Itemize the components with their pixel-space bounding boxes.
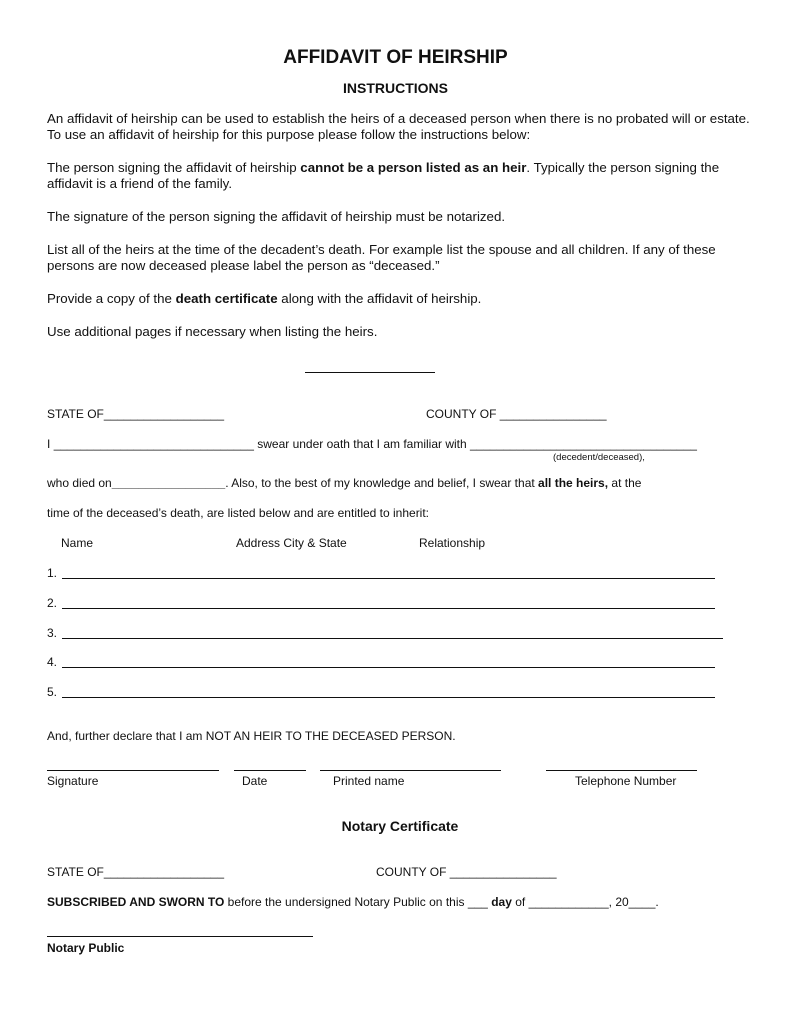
document-title: AFFIDAVIT OF HEIRSHIP [283, 47, 508, 68]
date-label: Date [242, 774, 268, 788]
date-line[interactable] [234, 770, 306, 771]
instruction-text: along with the affidavit of heirship. [277, 291, 482, 306]
notary-county-label: COUNTY OF [376, 865, 450, 879]
instruction-paragraph-5 [47, 291, 757, 307]
state-blank[interactable]: __________________ [103, 407, 225, 421]
section-divider [305, 372, 435, 373]
notary-state-field[interactable] [47, 865, 224, 879]
instruction-paragraph-2 [47, 160, 757, 192]
county-field[interactable] [426, 407, 607, 421]
county-label: COUNTY OF [426, 407, 500, 421]
heir-line-4[interactable] [62, 667, 715, 668]
heir-number-1: 1. [47, 566, 58, 580]
signature-label: Signature [47, 774, 99, 788]
heir-line-5[interactable] [62, 697, 715, 698]
county-blank[interactable]: ________________ [499, 407, 607, 421]
died-text-end: at the [608, 476, 642, 490]
printed-name-line[interactable] [320, 770, 501, 771]
heir-number-5: 5. [47, 685, 58, 699]
printed-name-label: Printed name [333, 774, 405, 788]
instruction-paragraph-6: Use additional pages if necessary when listing the heirs. [47, 324, 378, 339]
death-date-blank[interactable]: _________________ [111, 476, 226, 490]
instruction-paragraph-1: An affidavit of heirship can be used to establish the heirs of a deceased person when there is no probated will or estate. To use an affidavit of heirship for this purpose please follow the instructions below: [47, 111, 750, 142]
instruction-emphasis: cannot be a person listed as an heir [300, 160, 527, 175]
column-name: Name [61, 536, 94, 550]
notary-state-label: STATE OF [47, 865, 104, 879]
year-prefix: , 20 [608, 895, 629, 909]
notary-county-blank[interactable]: ________________ [449, 865, 557, 879]
column-relationship: Relationship [419, 536, 486, 550]
instruction-text: Provide a copy of the [47, 291, 176, 306]
heir-line-1[interactable] [62, 578, 715, 579]
year-blank[interactable]: ____ [628, 895, 656, 909]
sworn-statement [47, 895, 659, 909]
heir-line-3[interactable] [62, 638, 723, 639]
period: . [655, 895, 659, 909]
signature-line[interactable] [47, 770, 219, 771]
heir-number-3: 3. [47, 626, 58, 640]
decedent-note: (decedent/deceased), [553, 452, 645, 463]
notary-public-label: Notary Public [47, 941, 125, 955]
death-date-line [47, 476, 641, 490]
died-label: who died on [47, 476, 112, 490]
sworn-text: before the undersigned Notary Public on this [224, 895, 468, 909]
swear-text: swear under oath that I am familiar with [253, 437, 470, 451]
state-field[interactable] [47, 407, 224, 421]
instruction-paragraph-3: The signature of the person signing the affidavit of heirship must be notarized. [47, 209, 506, 224]
heir-number-2: 2. [47, 596, 58, 610]
notary-certificate-title: Notary Certificate [341, 818, 459, 834]
non-heir-declaration: And, further declare that I am NOT AN HEIR TO THE DECEASED PERSON. [47, 729, 456, 743]
oath-line [47, 437, 697, 451]
notary-county-field[interactable] [376, 865, 557, 879]
i-label: I [47, 437, 51, 451]
telephone-label: Telephone Number [575, 774, 677, 788]
instructions-heading: INSTRUCTIONS [343, 80, 448, 96]
month-blank[interactable]: ____________ [528, 895, 609, 909]
heirs-emphasis: all the heirs, [538, 476, 609, 490]
column-address: Address City & State [236, 536, 347, 550]
affiant-name-blank[interactable]: ______________________________ [53, 437, 254, 451]
instruction-text: . Typically the person signing the affidavit is a friend of the family. [47, 160, 720, 191]
day-label: day [487, 895, 512, 909]
day-blank[interactable]: ___ [467, 895, 488, 909]
instruction-text: The person signing the affidavit of heirship [47, 160, 301, 175]
state-label: STATE OF [47, 407, 104, 421]
decedent-name-blank[interactable]: __________________________________ [470, 437, 697, 451]
died-text: . Also, to the best of my knowledge and belief, I swear that [225, 476, 539, 490]
instruction-emphasis: death certificate [175, 291, 278, 306]
instruction-paragraph-4: List all of the heirs at the time of the decadent’s death. For example list the spouse and all children. If any of these persons are now deceased please label the person as “deceased.” [47, 242, 716, 273]
notary-signature-line[interactable] [47, 936, 313, 937]
of-text: of [511, 895, 529, 909]
notary-state-blank[interactable]: __________________ [103, 865, 225, 879]
telephone-line[interactable] [546, 770, 697, 771]
inherit-statement: time of the deceased’s death, are listed below and are entitled to inherit: [47, 506, 430, 520]
heir-number-4: 4. [47, 655, 58, 669]
sworn-emphasis: SUBSCRIBED AND SWORN TO [47, 895, 225, 909]
heir-line-2[interactable] [62, 608, 715, 609]
